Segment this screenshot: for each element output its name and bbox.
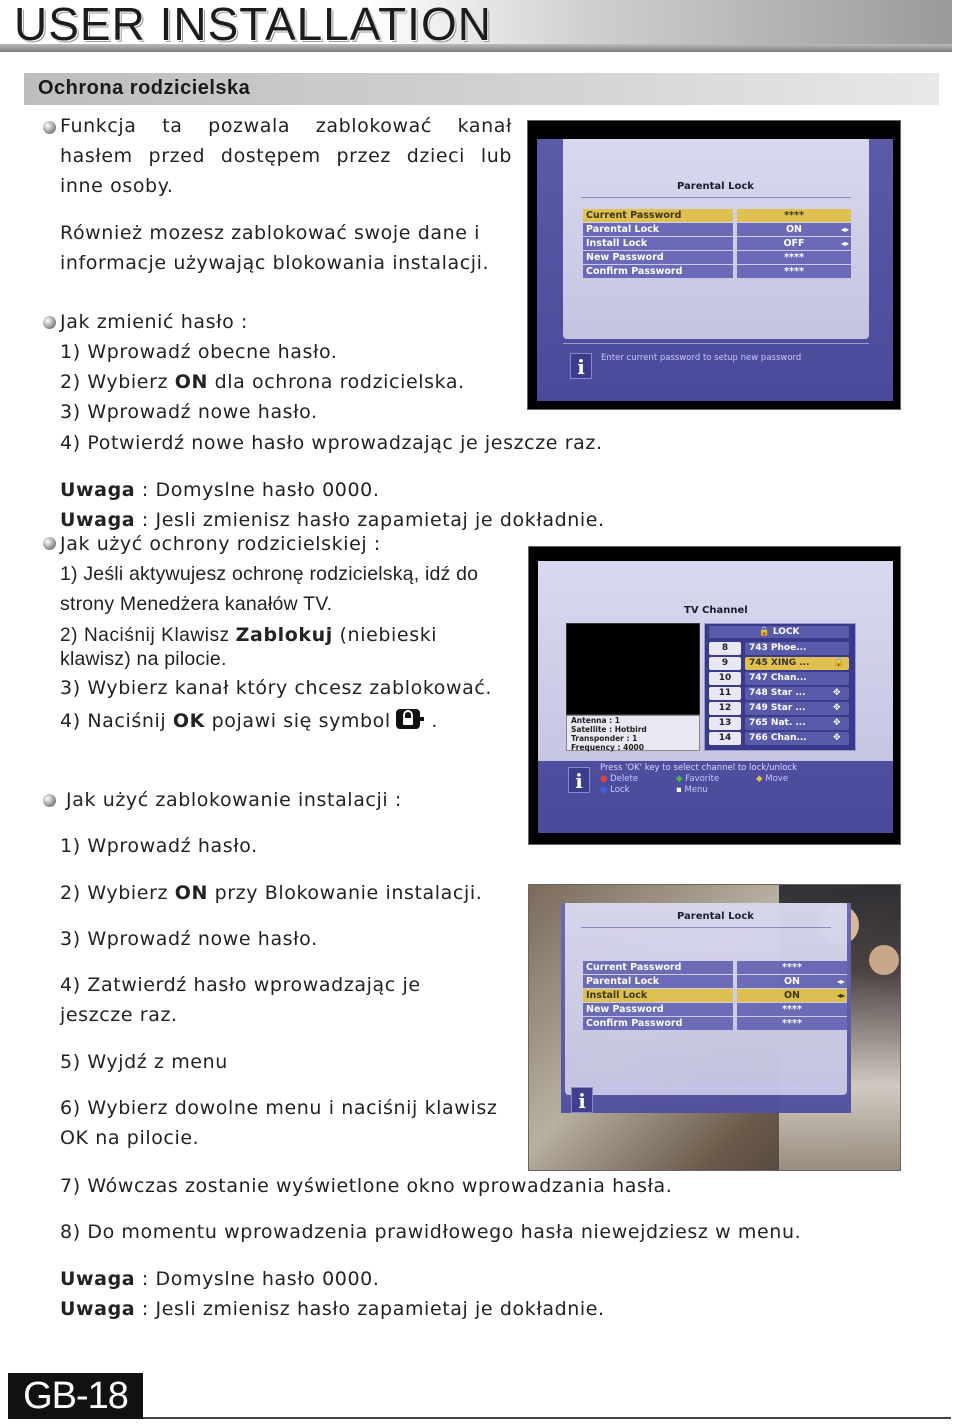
menu-row-new-password[interactable]: New Password **** <box>583 1003 849 1016</box>
page-title: USER INSTALLATION <box>14 0 492 50</box>
menu-row-parental-lock[interactable]: Parental Lock ON ◂▸ <box>583 975 849 988</box>
intro-line: Funkcja ta pozwala zablokować kanał <box>60 115 512 137</box>
menu-row-install-lock[interactable]: Install Lock OFF ◂▸ <box>583 237 851 250</box>
antenna-info: Antenna : 1 <box>571 716 620 725</box>
panel-title: TV Channel <box>684 605 748 616</box>
step-text: 7) Wówczas zostanie wyświetlone okno wprowadzania hasła. <box>60 1175 673 1197</box>
arrows-icon: ◂▸ <box>837 977 846 986</box>
divider <box>581 197 851 198</box>
intro-line: inne osoby. <box>60 175 174 197</box>
note-text: Uwaga : Jesli zmienisz hasło zapamietaj je dokładnie. <box>60 1298 605 1320</box>
step-text: OK na pilocie. <box>60 1127 200 1149</box>
video-preview <box>566 623 700 715</box>
channel-row[interactable]: 13 765 Nat. ... ✥ <box>709 717 853 730</box>
note-text: Uwaga : Domyslne hasło 0000. <box>60 1268 380 1290</box>
step-text: 4) Naciśnij OK pojawi się symbol . <box>60 707 438 732</box>
hint-text: Select ON if you want to make installation menu locked <box>601 1083 838 1093</box>
step-text: 1) Wprowadź obecne hasło. <box>60 341 338 363</box>
menu-row-confirm-password[interactable]: Confirm Password **** <box>583 1017 849 1030</box>
arrows-icon: ◂▸ <box>841 225 850 234</box>
satellite-info: Satellite : Hotbird <box>571 725 647 734</box>
page-number-badge: GB-18 <box>8 1373 143 1419</box>
menu-background <box>561 903 851 1113</box>
arrows-icon: ◂▸ <box>841 239 850 248</box>
bullet-icon <box>43 794 56 807</box>
channel-list <box>704 623 856 751</box>
step-text: 1) Jeśli aktywujesz ochronę rodzicielską, idź do <box>60 563 479 585</box>
install-lock-heading: Jak użyć zablokowanie instalacji : <box>66 789 402 811</box>
channel-row[interactable]: 10 747 Chan... <box>709 672 853 685</box>
step-text: jeszcze raz. <box>60 1004 178 1026</box>
menu-row-current-password[interactable]: Current Password **** <box>583 961 849 974</box>
arrows-icon: ◂▸ <box>837 991 846 1000</box>
lock-symbol-icon <box>395 707 425 731</box>
lock-icon: 🔒 <box>833 658 845 668</box>
use-parental-heading: Jak użyć ochrony rodzicielskiej : <box>60 533 381 555</box>
background-person <box>869 945 899 975</box>
key-favorite: ◆ Favorite <box>676 774 720 784</box>
step-text: strony Menedżera kanałów TV. <box>60 593 333 615</box>
info-icon: i <box>570 353 592 379</box>
step-text: 3) Wprowadź nowe hasło. <box>60 401 318 423</box>
step-text: klawisz) na pilocie. <box>60 648 227 670</box>
menu-row-install-lock[interactable]: Install Lock ON ◂▸ <box>583 989 849 1002</box>
step-text: 2) Wybierz ON przy Blokowanie instalacji. <box>60 882 483 904</box>
menu-background <box>538 561 893 833</box>
hint-text: Enter current password to setup new password <box>601 353 802 363</box>
divider <box>563 343 869 344</box>
panel-title: Parental Lock <box>677 911 754 922</box>
key-lock: ● Lock <box>600 785 630 795</box>
key-move: ◆ Move <box>756 774 789 784</box>
key-delete: ● Delete <box>600 774 639 784</box>
info-icon: i <box>571 1087 593 1113</box>
install-lock-screenshot <box>528 884 901 1171</box>
channel-row[interactable]: 12 749 Star ... ✥ <box>709 702 853 715</box>
scramble-icon: ✥ <box>833 703 841 713</box>
key-menu: ▪ Menu <box>676 785 708 795</box>
intro-line: hasłem przed dostępem przez dzieci lub <box>60 145 512 167</box>
bullet-icon <box>43 121 56 134</box>
note-text: Uwaga : Jesli zmienisz hasło zapamietaj je dokładnie. <box>60 509 605 531</box>
note-text: Uwaga : Domyslne hasło 0000. <box>60 479 380 501</box>
change-password-heading: Jak zmienić hasło : <box>60 311 248 333</box>
step-text: 8) Do momentu wprowadzenia prawidłowego hasła niewejdziesz w menu. <box>60 1221 802 1243</box>
channel-row[interactable]: 14 766 Chan... ✥ <box>709 732 853 745</box>
channel-row[interactable]: 8 743 Phoe... <box>709 642 853 655</box>
step-text: 1) Wprowadź hasło. <box>60 835 258 857</box>
transponder-info: Transponder : 1 <box>571 734 638 743</box>
signal-info-panel <box>566 715 700 751</box>
step-text: 6) Wybierz dowolne menu i naciśnij klawisz <box>60 1097 498 1119</box>
panel-title: Parental Lock <box>677 181 754 192</box>
step-text: 3) Wybierz kanał który chcesz zablokować. <box>60 677 493 699</box>
step-text: 2) Naciśnij Klawisz Zablokuj (niebieski <box>60 624 438 646</box>
menu-row-parental-lock[interactable]: Parental Lock ON ◂▸ <box>583 223 851 236</box>
intro-line: informacje używając blokowania instalacji. <box>60 252 490 274</box>
menu-row-current-password[interactable]: Current Password **** <box>583 209 851 222</box>
channel-row[interactable]: 11 748 Star ... ✥ <box>709 687 853 700</box>
tv-channel-screenshot <box>528 546 901 845</box>
step-text: 4) Potwierdź nowe hasło wprowadzając je jeszcze raz. <box>60 432 603 454</box>
footer-rule <box>143 1417 951 1419</box>
step-text: 2) Wybierz ON dla ochrona rodzicielska. <box>60 371 465 393</box>
menu-background <box>537 139 893 401</box>
bullet-icon <box>43 316 56 329</box>
frequency-info: Frequency : 4000 <box>571 743 644 752</box>
menu-row-new-password[interactable]: New Password **** <box>583 251 851 264</box>
scramble-icon: ✥ <box>833 733 841 743</box>
hint-text: Press 'OK' key to select channel to lock/unlock <box>600 763 798 773</box>
parental-lock-screenshot <box>527 120 901 410</box>
scramble-icon: ✥ <box>833 718 841 728</box>
step-text: 4) Zatwierdź hasło wprowadzając je <box>60 974 421 996</box>
channel-row[interactable]: 9 745 XING ... 🔒 <box>709 657 853 670</box>
bullet-icon <box>43 537 56 550</box>
section-title: Ochrona rodzicielska <box>38 77 251 99</box>
lock-header: 🔒 LOCK <box>709 626 849 638</box>
step-text: 5) Wyjdź z menu <box>60 1051 228 1073</box>
info-icon: i <box>568 767 590 793</box>
scramble-icon: ✥ <box>833 688 841 698</box>
step-text: 3) Wprowadź nowe hasło. <box>60 928 318 950</box>
divider <box>581 927 831 928</box>
intro-line: Również mozesz zablokować swoje dane i <box>60 222 481 244</box>
menu-row-confirm-password[interactable]: Confirm Password **** <box>583 265 851 278</box>
